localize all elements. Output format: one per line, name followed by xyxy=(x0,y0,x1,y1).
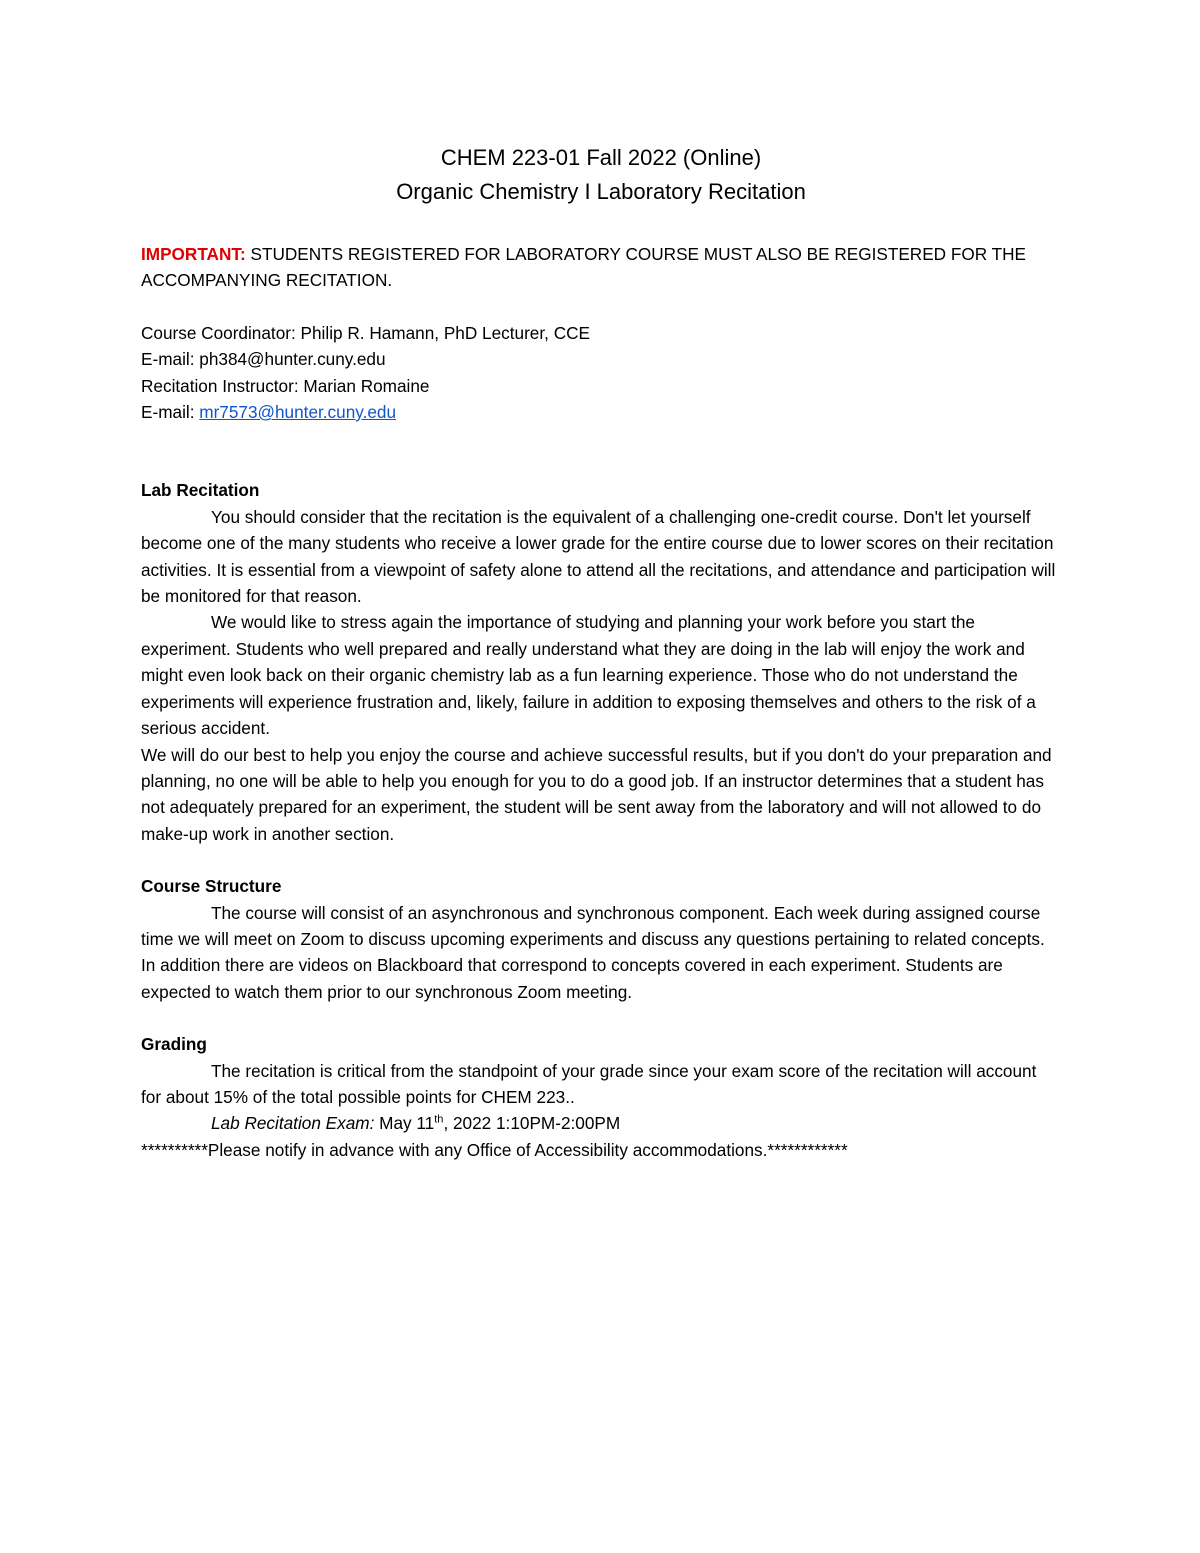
lab-recitation-paragraph-3: We will do our best to help you enjoy the course and achieve successful results, but if you don't do your preparation and planning, no one will be able to help you enough for you to do a good job. If an instructor determines that a student has not adequately prepared for an experiment, the student will be sent away from the laboratory and will not allowed to do make-up work in another section. xyxy=(141,744,1052,844)
exam-date-post: , 2022 1:10PM-2:00PM xyxy=(443,1113,621,1134)
course-subtitle: Organic Chemistry I Laboratory Recitation xyxy=(396,179,806,204)
course-title: CHEM 223-01 Fall 2022 (Online) xyxy=(440,145,762,170)
exam-date-suffix: th xyxy=(434,1113,444,1126)
grading-heading: Grading xyxy=(141,1034,207,1055)
lab-recitation-section xyxy=(141,477,1061,847)
course-structure-section xyxy=(141,873,1061,1005)
instructor-email-link[interactable]: mr7573@hunter.cuny.edu xyxy=(199,402,397,423)
coordinator-email: ph384@hunter.cuny.edu xyxy=(199,349,386,370)
exam-date-pre: May 11 xyxy=(374,1113,435,1134)
course-structure-paragraph: The course will consist of an asynchronous and synchronous component. Each week during assigned course time we will meet on Zoom to discuss upcoming experiments and discuss any questions pertaining to related concepts. In addition there are videos on Blackboard that correspond to concepts covered in each experiment. Students are expected to watch them prior to our synchronous Zoom meeting. xyxy=(141,902,1045,1002)
lab-recitation-heading: Lab Recitation xyxy=(141,480,260,501)
important-label: IMPORTANT: xyxy=(141,244,246,264)
lab-recitation-paragraph-1: You should consider that the recitation is the equivalent of a challenging one-credit course. Don't let yourself become one of the many students who receive a lower grade for the entire course due to lower scores on their recitation activities. It is essential from a viewpoint of safety alone to attend all the recitations, and attendance and participation will be monitored for that reason. xyxy=(141,506,1056,607)
registration-notice xyxy=(141,241,1061,294)
exam-label: Lab Recitation Exam: xyxy=(211,1113,375,1134)
exam-date-line xyxy=(141,1110,1061,1136)
notice-text: STUDENTS REGISTERED FOR LABORATORY COURSE MUST ALSO BE REGISTERED FOR THE ACCOMPANYING RECITATION. xyxy=(141,244,1026,291)
accommodations-notice: **********Please notify in advance with any Office of Accessibility accommodations.************ xyxy=(141,1139,848,1160)
contact-block xyxy=(141,320,1061,426)
instructor-email-label: E-mail: xyxy=(141,402,200,423)
grading-section xyxy=(141,1031,1061,1163)
document-content xyxy=(141,141,1061,1189)
coordinator-email-label: E-mail: xyxy=(141,349,200,370)
coordinator-line: Course Coordinator: Philip R. Hamann, PhD Lecturer, CCE xyxy=(141,322,590,343)
instructor-email-line xyxy=(141,399,1061,425)
grading-paragraph: The recitation is critical from the standpoint of your grade since your exam score of the recitation will account for about 15% of the total possible points for CHEM 223.. xyxy=(141,1060,1037,1107)
instructor-line: Recitation Instructor: Marian Romaine xyxy=(141,375,430,396)
coordinator-email-line xyxy=(141,346,1061,372)
course-structure-heading: Course Structure xyxy=(141,876,282,897)
lab-recitation-paragraph-2: We would like to stress again the importance of studying and planning your work before you start the experiment. Students who well prepared and really understand what they are doing in the lab will enjoy the work and might even look back on their organic chemistry lab as a fun learning experience. Those who do not understand the experiments will experience frustration and, likely, failure in addition to exposing themselves and others to the risk of a serious accident. xyxy=(141,612,1036,739)
title-block xyxy=(141,141,1061,209)
